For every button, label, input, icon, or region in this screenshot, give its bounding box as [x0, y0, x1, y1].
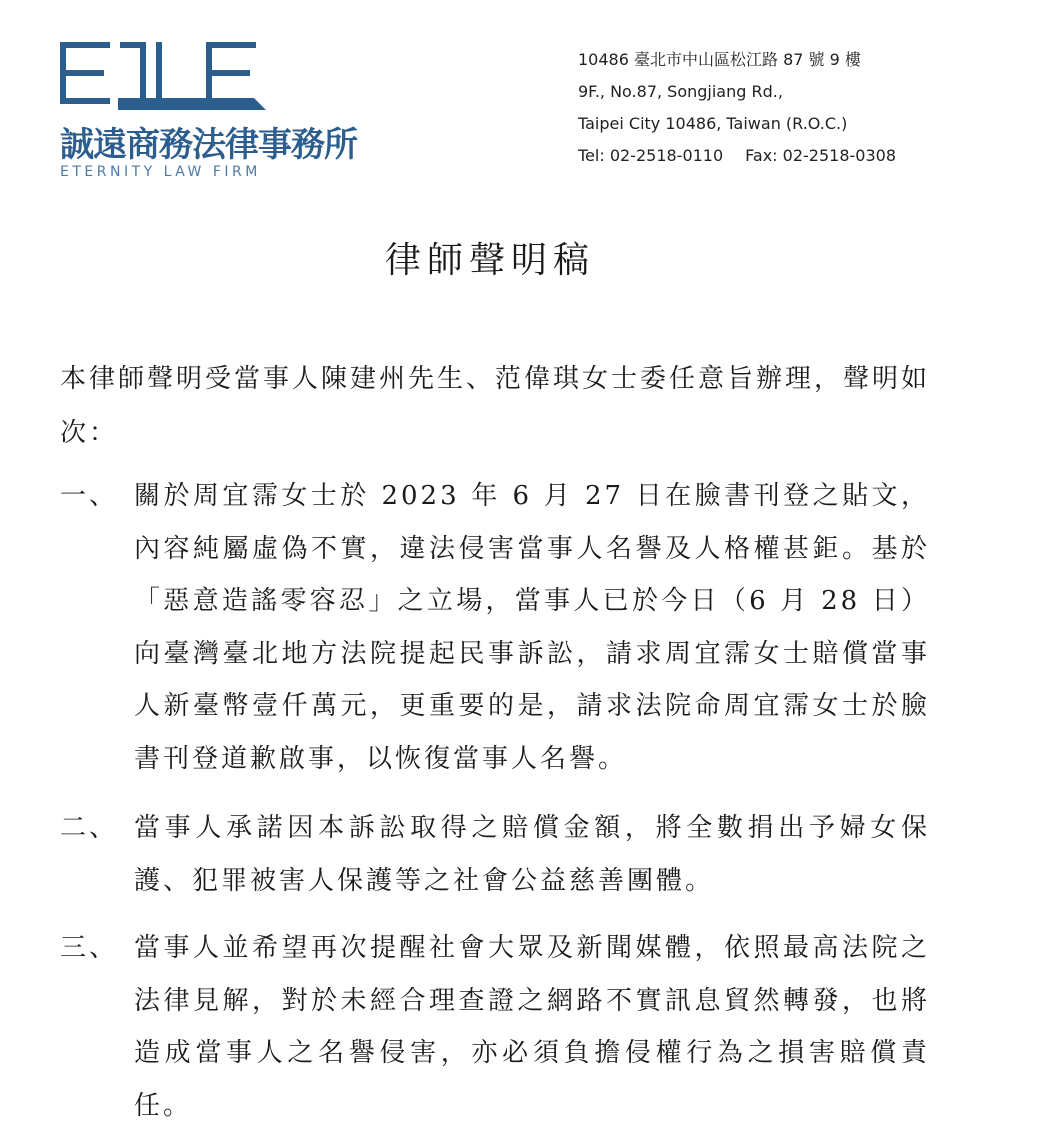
item-text: 當事人承諾因本訴訟取得之賠償金額，將全數捐出予婦女保護、犯罪被害人保護等之社會公益慈善團體。	[134, 813, 930, 896]
statement-item-3	[60, 922, 930, 1132]
item-text: 關於周宜霈女士於 2023 年 6 月 27 日在臉書刊登之貼文，內容純屬虛偽不實，違法侵害當事人名譽及人格權甚鉅。基於「惡意造謠零容忍」之立場，當事人已於今日（6 月 28 日）向臺灣臺北地方法院提起民事訴訟，請求周宜霈女士賠償當事人新臺幣壹仟萬元，更重要的是，請求法院命周宜霈女士於臉書刊登道歉啟事，以恢復當事人名譽。	[134, 481, 930, 774]
statement-item-1	[60, 470, 930, 785]
contact-line	[578, 140, 896, 172]
firm-logo-mark	[58, 38, 273, 113]
fax-number: Fax: 02-2518-0308	[745, 146, 896, 165]
firm-logo	[58, 38, 378, 178]
item-number: 一、	[60, 481, 119, 511]
item-number: 二、	[60, 813, 119, 843]
firm-name-en: ETERNITY LAW FIRM	[60, 164, 261, 180]
document-title: 律師聲明稿	[384, 240, 595, 281]
firm-name-cn: 誠遠商務法律事務所	[60, 125, 357, 165]
item-number: 三、	[60, 933, 119, 963]
address-en-line2: Taipei City 10486, Taiwan (R.O.C.)	[578, 114, 848, 133]
address-cn: 10486 臺北市中山區松江路 87 號 9 樓	[578, 50, 861, 69]
firm-address	[578, 44, 896, 172]
statement-item-2	[60, 802, 930, 907]
tel-number: Tel: 02-2518-0110	[578, 146, 724, 165]
address-en-line1: 9F., No.87, Songjiang Rd.,	[578, 82, 783, 101]
intro-paragraph: 本律師聲明受當事人陳建州先生、范偉琪女士委任意旨辦理，聲明如次：	[60, 364, 931, 448]
item-text: 當事人並希望再次提醒社會大眾及新聞媒體，依照最高法院之法律見解，對於未經合理查證之網路不實訊息貿然轉發，也將造成當事人之名譽侵害，亦必須負擔侵權行為之損害賠償責任。	[134, 933, 930, 1121]
